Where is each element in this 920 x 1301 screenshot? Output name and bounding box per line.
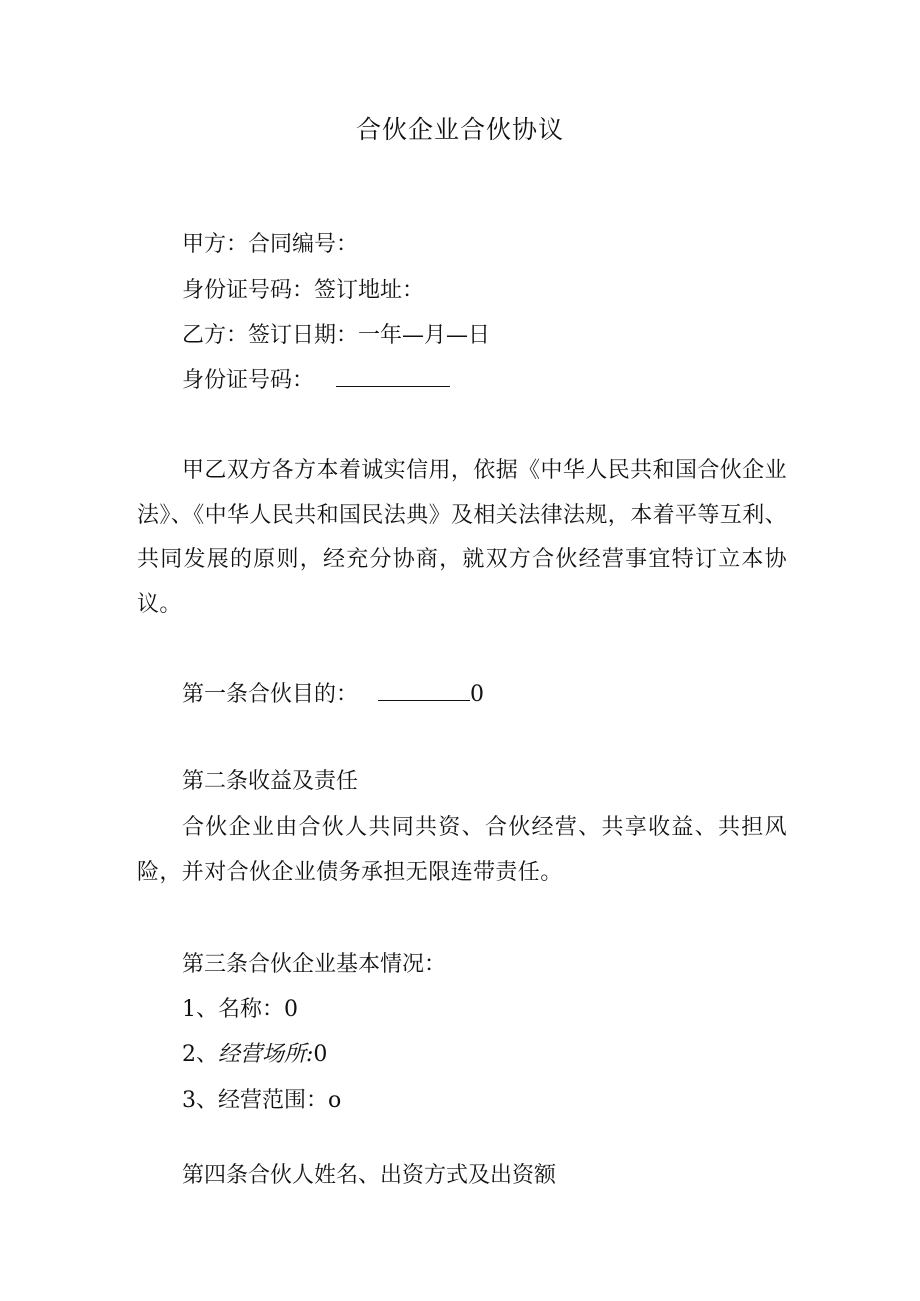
preamble-paragraph: 甲乙双方各方本着诚实信用，依据《中华人民共和国合伙企业法》、《中华人民共和国民法典》及相关法律法规，本着平等互利、共同发展的原则，经充分协商，就双方合伙经营事宜特订立本协议。: [137, 458, 788, 617]
article3-item-name: 1、名称：0: [182, 997, 298, 1022]
article1-blank: [378, 680, 470, 701]
id-number-line: [182, 366, 450, 396]
id-address-line: 身份证号码：签订地址：: [182, 278, 425, 303]
article3-item-place: [182, 1040, 327, 1070]
party-b-date-line: 乙方：签订日期：一年—月—日: [182, 323, 491, 348]
article2-body: 合伙企业由合伙人共同共资、合伙经营、共享收益、共担风险，并对合伙企业债务承担无限连带责任。: [137, 815, 787, 885]
item-place-suffix: 0: [313, 1042, 328, 1067]
item-place-prefix: 2、: [182, 1042, 218, 1067]
document-title: 合伙企业合伙协议: [355, 115, 564, 144]
article1-line: [182, 680, 484, 710]
article1-suffix: 0: [470, 682, 485, 707]
article3-heading: 第三条合伙企业基本情况：: [182, 952, 447, 977]
party-a-line: 甲方：合同编号：: [182, 232, 359, 257]
id-number-blank: [336, 366, 450, 387]
article2-heading: 第二条收益及责任: [182, 769, 359, 794]
article1-label: 第一条合伙目的：: [182, 682, 359, 707]
id-number-label: 身份证号码：: [182, 368, 315, 393]
article3-item-scope: 3、经营范围：o: [182, 1088, 342, 1113]
article4-heading: 第四条合伙人姓名、出资方式及出资额: [182, 1163, 557, 1188]
item-place-label: 经营场所:: [218, 1042, 314, 1067]
